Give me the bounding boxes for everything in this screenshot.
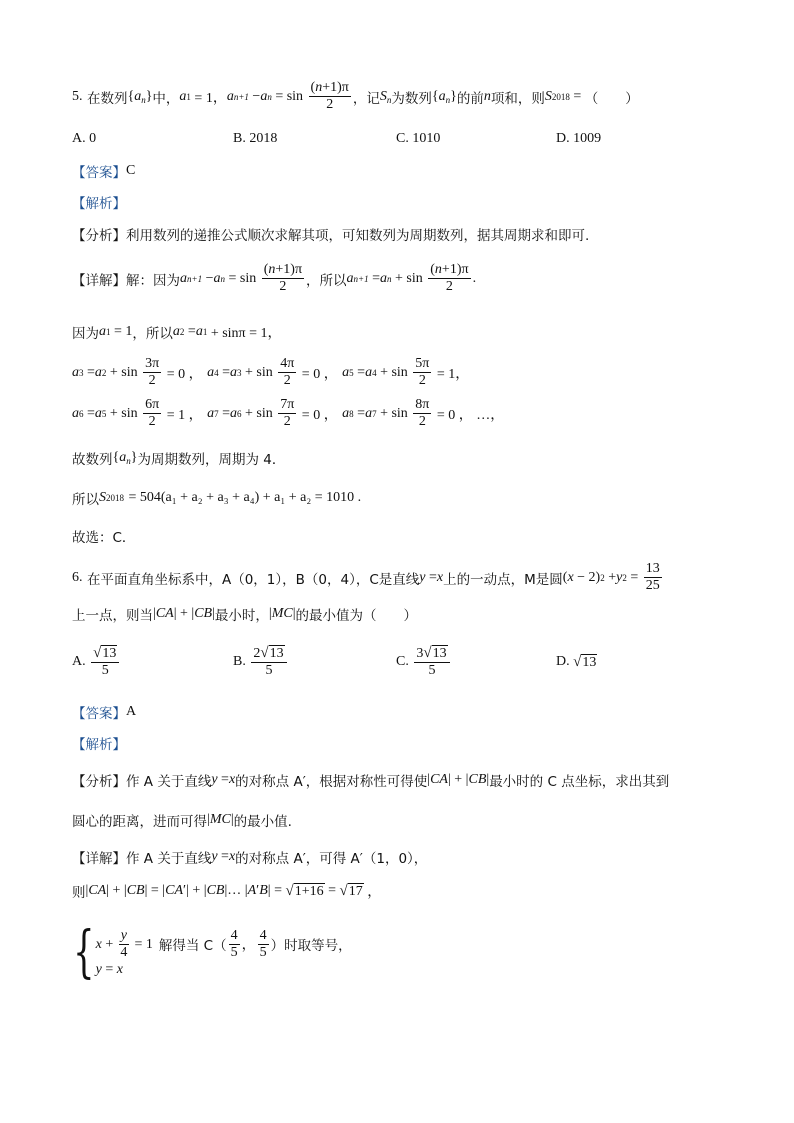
q5-fenxi: 【分析】 利用数列的递推公式顺次求解其项，可知数列为周期数列，据其周期求和即可. [72, 228, 590, 244]
q5-option-c[interactable]: C. 1010 [396, 131, 441, 146]
q6-xiangjie: 【详解】 作 A 关于直线 y = x 的对称点 A′，可得 A′（1，0）， [72, 849, 428, 867]
q6-option-d[interactable]: D. √ 13 [556, 654, 597, 670]
q5-option-a[interactable]: A. 0 [72, 131, 97, 146]
q5-option-b[interactable]: B. 2018 [233, 131, 278, 146]
q5-answer: 【答案】 C [72, 163, 136, 181]
q6-stem: 6. 在平面直角坐标系中， A（0，1）， B（0，4）， C是直线 y = x 上的一动点， M是圆 ( x − 2) 2 + y 2 = $\frac{13}{25}$ [72, 561, 660, 593]
q6-inequality: 则 | CA | + | CB | = | CA ′| + | CB |… | A ′ B | = √ 1+16 = √ 17 ， [72, 883, 382, 901]
q5-steps-row1: a 3 = a 2 + sin $\frac{3\pi}{2}$ = 0 ， a 4 = a 3 + sin $\frac{4\pi}{2}$ = 0 ， a 5 = a 4 + sin $\frac{5\pi}{2}$ = 1， [72, 356, 470, 388]
q5-sum: 所以 S 2018 = 504(a₁ + a₂ + a₃ + a₄) + a₁ + a₂ = 1010 . [72, 490, 362, 508]
q6-analysis-label: 【解析】 [72, 737, 126, 753]
q5-stem: 5. 在数列 { $a_n$ } 中， a 1 = 1， a n+1 − a n = sin $\frac{(n+1)\pi}{2}$ ，记 $S_n$ 为数列 { $a_n$ } 的前 n 项和，则 S 2018 = （ ） [72, 80, 639, 112]
q6-fenxi-line2: 圆心的距离，进而可得 | MC | 的最小值. [72, 812, 292, 830]
q6-system: { x + $\frac{y}{4}$ = 1 y = x 解得当 C（ $\frac{4}{5}$ ， $\frac{4}{5}$ ）时取等号， [73, 920, 352, 985]
q6-option-c[interactable]: C. 3 √ 13 5 [396, 645, 452, 679]
q5-steps-row2: a 6 = a 5 + sin $\frac{6\pi}{2}$ = 1 ， a 7 = a 6 + sin $\frac{7\pi}{2}$ = 0 ， a 8 = a 7 + sin $\frac{8\pi}{2}$ = 0 ， …， [72, 397, 505, 429]
q6-option-a[interactable]: A. √ 13 5 [72, 645, 121, 679]
q6-number: 6. [72, 569, 83, 585]
q5-option-d[interactable]: D. 1009 [556, 131, 602, 146]
q5-step-a2: 因为 a 1 = 1 ，所以 a 2 = a 1 + sinπ = 1， [72, 324, 282, 342]
q5-analysis-label: 【解析】 [72, 196, 126, 212]
q6-option-b[interactable]: B. 2 √ 13 5 [233, 645, 289, 679]
q5-period: 故数列 { $a_n$ } 为周期数列，周期为 4． [72, 450, 286, 468]
q5-xiangjie: 【详解】 解：因为 a n+1 − a n = sin $\frac{(n+1)\pi}{2}$ ，所以 a n+1 = a n + sin $\frac{(n+1)\pi}{2}$ . [72, 262, 477, 294]
q6-fenxi: 【分析】 作 A 关于直线 y = x 的对称点 A′，根据对称性可得使 | CA | + | CB | 最小时的 C 点坐标，求出其到 [72, 772, 670, 790]
q5-number: 5. [72, 88, 83, 104]
q6-stem-line2: 上一点，则当 | CA | + | CB | 最小时， | MC | 的最小值为（ ） [72, 606, 418, 624]
q5-choose: 故选：C． [72, 530, 136, 546]
q6-answer: 【答案】 A [72, 704, 137, 722]
